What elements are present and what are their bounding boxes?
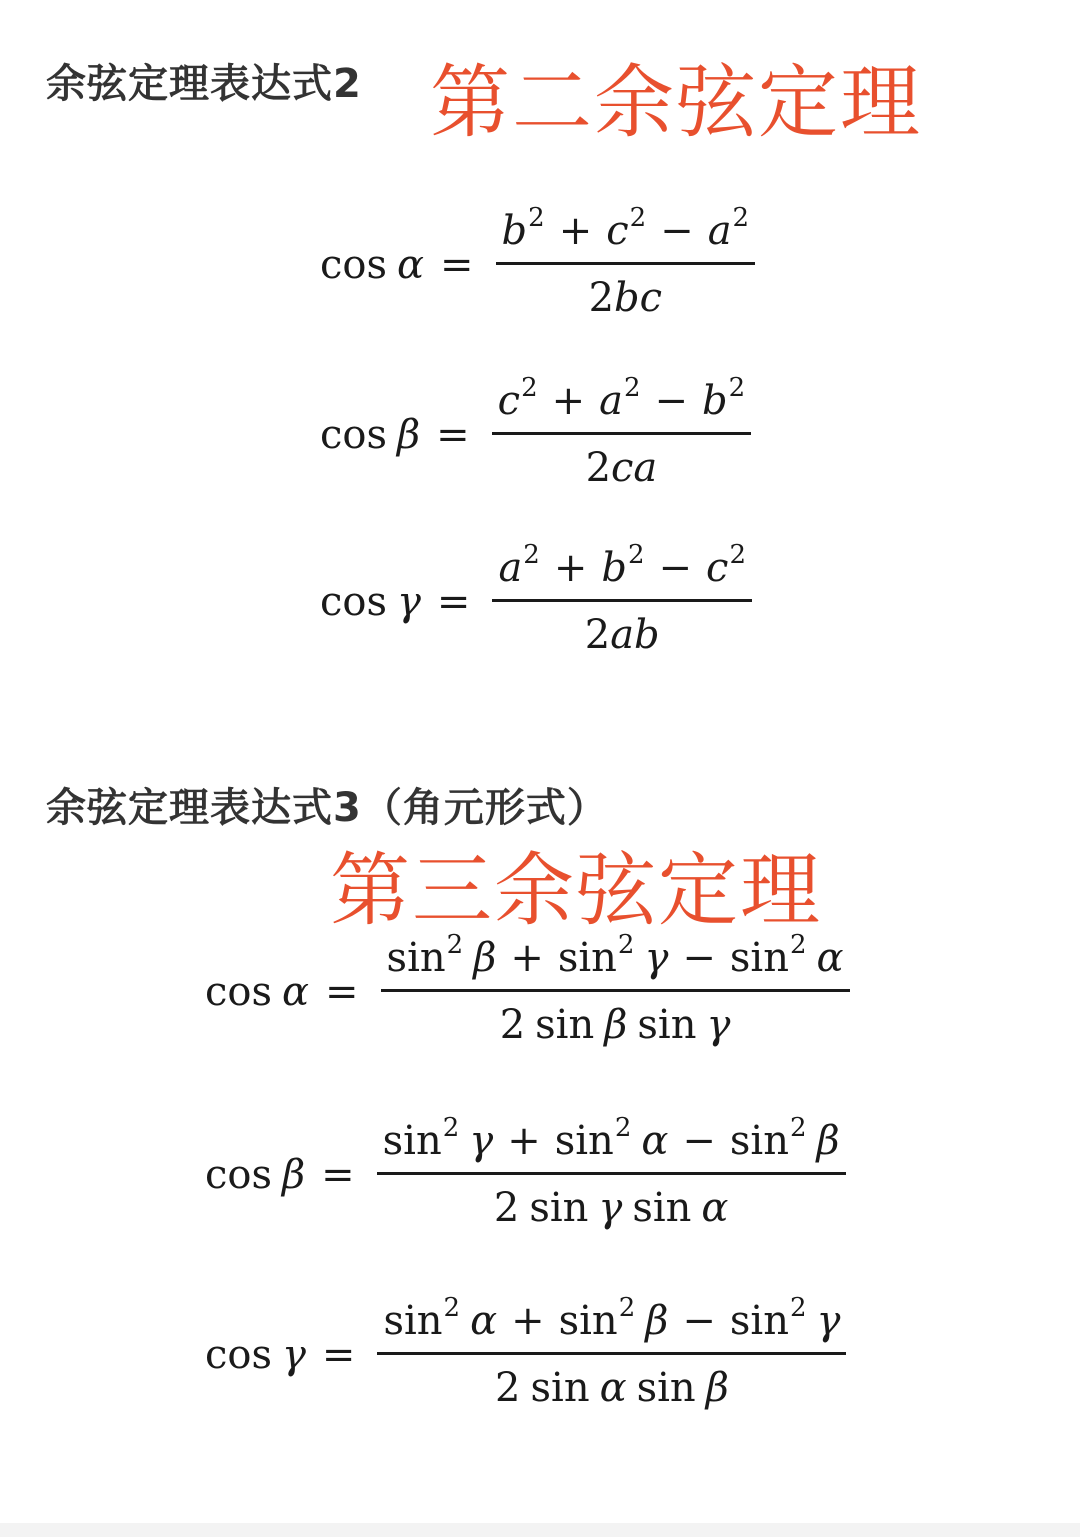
term: c <box>606 208 629 254</box>
fraction <box>381 930 850 1048</box>
fraction <box>377 1293 846 1411</box>
minus-sign: − <box>660 208 694 254</box>
plus-sign: + <box>510 935 544 981</box>
numerator <box>492 540 752 599</box>
equals-sign: = <box>325 968 359 1015</box>
minus-sign: − <box>682 1118 716 1164</box>
coefficient: 2 <box>495 1365 521 1411</box>
plus-sign: + <box>551 378 586 424</box>
cos-label: cos <box>320 578 388 625</box>
term: c <box>706 545 729 591</box>
equation-2-alpha <box>320 203 755 321</box>
equation-2-gamma <box>320 540 752 658</box>
angle-symbol: β <box>397 411 421 458</box>
cos-label: cos <box>320 241 388 288</box>
angle-term: α <box>701 1185 729 1231</box>
section-3-overlay-title: 第三余弦定理 <box>330 844 822 937</box>
coefficient: 2 <box>585 445 612 491</box>
denominator <box>583 265 668 321</box>
equals-sign: = <box>440 241 474 288</box>
angle-term: γ <box>598 1185 623 1231</box>
exponent: 2 <box>446 930 464 960</box>
denominator <box>488 1175 735 1231</box>
sin-label: sin <box>558 1298 618 1344</box>
section-2-overlay-title: 第二余弦定理 <box>430 56 922 149</box>
equation-3-alpha <box>205 930 850 1048</box>
cos-label: cos <box>205 1331 273 1378</box>
exponent: 2 <box>789 1293 807 1323</box>
numerator <box>381 930 850 989</box>
numerator <box>492 373 752 432</box>
exponent: 2 <box>521 373 538 403</box>
sin-label: sin <box>529 1185 589 1231</box>
equals-sign: = <box>436 411 470 458</box>
equation-2-beta <box>320 373 751 491</box>
sin-label: sin <box>729 1298 789 1344</box>
exponent: 2 <box>443 1293 461 1323</box>
angle-term: β <box>473 935 497 981</box>
exponent: 2 <box>629 203 647 233</box>
sin-label: sin <box>729 1118 789 1164</box>
term: a <box>498 545 523 591</box>
angle-term: γ <box>816 1298 841 1344</box>
term: b <box>601 545 627 591</box>
section-2-heading: 余弦定理表达式2 <box>46 61 362 107</box>
minus-sign: − <box>654 378 689 424</box>
equation-3-beta <box>205 1113 846 1231</box>
angle-term: γ <box>706 1002 731 1048</box>
fraction <box>492 373 752 491</box>
term: a <box>707 208 732 254</box>
plus-sign: + <box>558 208 593 254</box>
numerator <box>496 203 756 262</box>
term: ca <box>611 445 658 491</box>
denominator <box>489 1355 735 1411</box>
exponent: 2 <box>627 540 645 570</box>
fraction <box>492 540 752 658</box>
exponent: 2 <box>789 930 807 960</box>
angle-symbol: β <box>282 1151 306 1198</box>
angle-term: γ <box>469 1118 494 1164</box>
angle-symbol: α <box>397 241 425 288</box>
sin-label: sin <box>637 1002 697 1048</box>
plus-sign: + <box>511 1298 545 1344</box>
angle-term: β <box>604 1002 628 1048</box>
fraction <box>377 1113 846 1231</box>
sin-label: sin <box>554 1118 614 1164</box>
denominator <box>579 602 666 658</box>
angle-term: α <box>816 935 844 981</box>
section-3-heading: 余弦定理表达式3（角元形式） <box>46 785 608 831</box>
term: b <box>501 208 528 254</box>
angle-term: β <box>645 1298 669 1344</box>
denominator <box>580 435 664 491</box>
term: c <box>497 378 521 424</box>
term: b <box>702 378 728 424</box>
cos-label: cos <box>205 1151 273 1198</box>
sin-label: sin <box>530 1365 590 1411</box>
exponent: 2 <box>623 373 641 403</box>
angle-term: γ <box>644 935 669 981</box>
sin-label: sin <box>729 935 789 981</box>
exponent: 2 <box>789 1113 807 1143</box>
angle-term: β <box>816 1118 840 1164</box>
exponent: 2 <box>528 203 545 233</box>
equation-3-gamma <box>205 1293 846 1411</box>
angle-symbol: γ <box>282 1331 306 1378</box>
sin-label: sin <box>386 935 446 981</box>
angle-term: α <box>599 1365 627 1411</box>
equals-sign: = <box>321 1331 356 1378</box>
coefficient: 2 <box>499 1002 526 1048</box>
exponent: 2 <box>614 1113 632 1143</box>
exponent: 2 <box>618 1293 636 1323</box>
coefficient: 2 <box>493 1185 520 1231</box>
cos-label: cos <box>205 968 273 1015</box>
exponent: 2 <box>732 203 750 233</box>
plus-sign: + <box>553 545 588 591</box>
equals-sign: = <box>436 578 471 625</box>
angle-term: α <box>641 1118 669 1164</box>
equals-sign: = <box>321 1151 355 1198</box>
sin-label: sin <box>632 1185 692 1231</box>
sin-label: sin <box>636 1365 696 1411</box>
exponent: 2 <box>617 930 635 960</box>
coefficient: 2 <box>588 275 615 321</box>
exponent: 2 <box>729 540 746 570</box>
bottom-strip <box>0 1523 1080 1537</box>
exponent: 2 <box>523 540 540 570</box>
numerator <box>377 1293 846 1352</box>
angle-term: α <box>470 1298 498 1344</box>
exponent: 2 <box>728 373 746 403</box>
angle-symbol: α <box>282 968 310 1015</box>
denominator <box>494 992 737 1048</box>
term: bc <box>614 275 663 321</box>
cos-label: cos <box>320 411 388 458</box>
minus-sign: − <box>682 1298 716 1344</box>
sin-label: sin <box>383 1298 443 1344</box>
sin-label: sin <box>557 935 617 981</box>
term: a <box>599 378 623 424</box>
angle-term: β <box>705 1365 729 1411</box>
fraction <box>496 203 756 321</box>
coefficient: 2 <box>584 612 611 658</box>
sin-label: sin <box>535 1002 595 1048</box>
term: ab <box>610 612 660 658</box>
numerator <box>377 1113 846 1172</box>
sin-label: sin <box>382 1118 442 1164</box>
plus-sign: + <box>507 1118 541 1164</box>
minus-sign: − <box>682 935 716 981</box>
exponent: 2 <box>442 1113 460 1143</box>
minus-sign: − <box>658 545 693 591</box>
angle-symbol: γ <box>397 578 421 625</box>
